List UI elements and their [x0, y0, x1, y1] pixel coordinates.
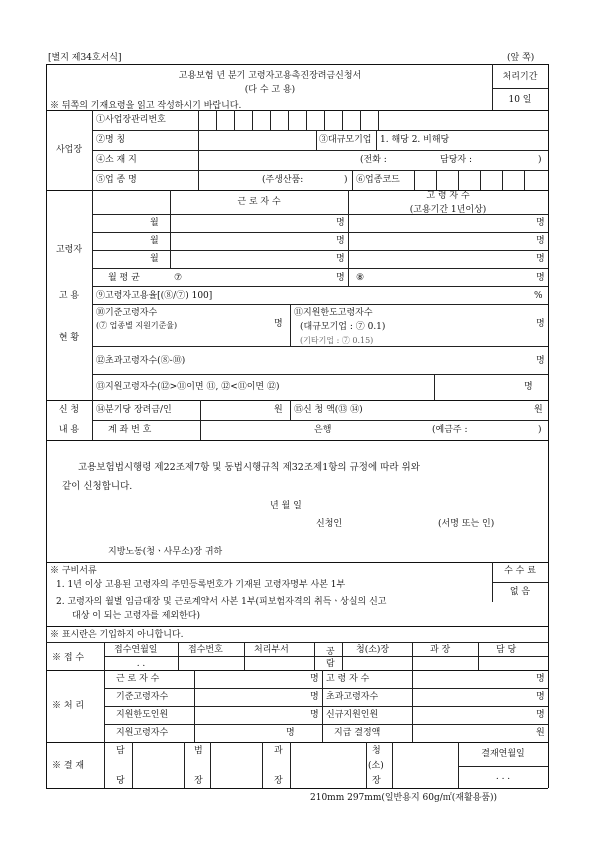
proc-new-support-label: 신규지원인원: [326, 710, 379, 720]
address-label: ④소 재 지: [96, 155, 137, 165]
rate-percent: %: [534, 291, 543, 301]
business-section: 사업장: [55, 145, 83, 155]
proc-support-label: 지원고령자수: [116, 728, 169, 738]
month-3: 월: [150, 254, 159, 264]
col-workers: 근 로 자 수: [237, 197, 281, 207]
account-label: 계 좌 번 호: [108, 425, 152, 435]
proc-limit-label: 지원한도인원: [116, 710, 169, 720]
status-section-c: 현 황: [58, 333, 80, 343]
limit-unit: 명: [536, 319, 545, 329]
receipt-no-label: 접수번호: [188, 645, 223, 655]
addressee: 지방노동(청ㆍ사무소)장 귀하: [108, 547, 223, 557]
avg-workers-no: ⑦: [174, 273, 183, 283]
proc-base-unit: 명: [310, 692, 319, 702]
claim-unit: 원: [534, 405, 543, 415]
approve-date-label: 결재연월일: [481, 749, 525, 759]
title-notice: ※ 뒤쪽의 기재요령을 읽고 작성하시기 바랍니다.: [50, 101, 242, 111]
page-side: (앞 쪽): [507, 53, 535, 63]
month-1-elderly-unit: 명: [536, 218, 545, 228]
proc-workers-unit: 명: [310, 674, 319, 684]
chief-label: 청(소)장: [356, 645, 390, 655]
quarter-amount-unit: 원: [274, 405, 283, 415]
status-section-a: 고령자: [55, 245, 83, 255]
avg-workers-unit: 명: [336, 273, 345, 283]
paper-spec: 210mm 297mm(일반용지 60g/㎡(재활용품)): [310, 793, 498, 803]
business-name-label: ②명 칭: [96, 135, 126, 145]
month-2: 월: [150, 236, 159, 246]
industry-label: ⑤업 종 명: [96, 175, 137, 185]
receipt-label: ※ 접 수: [52, 653, 85, 663]
main-product-end: ): [344, 175, 348, 185]
avg-elderly-no: ⑧: [356, 273, 365, 283]
month-2-elderly-unit: 명: [536, 236, 545, 246]
approve-section-b: 장: [274, 776, 283, 786]
rate-label: ⑨고령자고용율[(⑧/⑦) 100]: [96, 291, 213, 301]
base-count-unit: 명: [274, 319, 283, 329]
statement-body-2: 같이 신청합니다.: [62, 481, 133, 492]
base-count-label: ⑩기준고령자수: [96, 308, 158, 318]
phone-label: (전화 :: [360, 155, 387, 165]
approve-chief-a: 청: [372, 746, 381, 756]
receipt-date-label: 접수연월일: [114, 645, 158, 655]
large-company-label: ③대규모기업: [319, 135, 372, 145]
proc-excess-label: 초과고령자수: [326, 692, 379, 702]
support-label: ⑬지원고령자수(⑫>⑪이면 ⑪, ⑫<⑪이면 ⑫): [96, 382, 280, 392]
approve-label: ※ 결 재: [52, 761, 85, 771]
documents-item-2a: 2. 고령자의 월별 임금대장 및 근로계약서 사본 1부(피보험자격의 취득ㆍ상실의 신고: [56, 597, 387, 607]
proc-new-support-unit: 명: [536, 710, 545, 720]
month-3-workers-unit: 명: [336, 254, 345, 264]
limit-other: (기타기업 : ⑦ 0.15): [300, 336, 374, 345]
status-section-b: 고 용: [58, 291, 80, 301]
form-subtitle: (다 수 고 용): [244, 85, 296, 95]
proc-workers-label: 근 로 자 수: [116, 674, 160, 684]
limit-large: (대규모기업 : ⑦ 0.1): [300, 322, 386, 332]
contact-label: 담당자 :: [440, 155, 472, 165]
excess-label: ⑫초과고령자수(⑧-⑩): [96, 356, 186, 366]
month-2-workers-unit: 명: [336, 236, 345, 246]
proc-grant-unit: 원: [536, 728, 545, 738]
col-elderly-sub: (고용기간 1년이상): [409, 205, 487, 215]
form-id: [별지 제34호서식]: [48, 53, 122, 63]
month-3-elderly-unit: 명: [536, 254, 545, 264]
approve-date-value: . . .: [495, 772, 511, 782]
documents-item-2b: 대상 이 되는 고령자를 제외한다): [72, 611, 200, 621]
month-1-workers-unit: 명: [336, 218, 345, 228]
processing-value: 10 일: [508, 95, 532, 105]
documents-item-1: 1. 1년 이상 고용된 고령자의 주민등록번호가 기재된 고령자명부 사본 1부: [56, 580, 346, 590]
col-elderly: 고 령 자 수: [426, 191, 470, 201]
limit-label: ⑪지원한도고령자수: [294, 308, 373, 318]
large-company-options: 1. 해당 2. 비해당: [380, 135, 450, 145]
processing-label: 처리기간: [502, 72, 538, 82]
applicant-label: 신청인: [316, 519, 343, 529]
month-1: 월: [150, 218, 159, 228]
process-label: ※ 처 리: [52, 701, 85, 711]
staff-label: 담 당: [496, 645, 517, 655]
proc-limit-unit: 명: [310, 710, 319, 720]
approve-staff-a: 담: [116, 746, 125, 756]
approve-head-b: 장: [194, 776, 203, 786]
proc-base-label: 기준고령자수: [116, 692, 169, 702]
form-title: 고용보험 년 분기 고령자고용촉진장려금신청서: [178, 71, 362, 81]
support-unit: 명: [524, 382, 533, 392]
approve-section-a: 과: [274, 746, 283, 756]
approve-chief-c: 장: [372, 776, 381, 786]
receipt-date-value: . .: [136, 659, 146, 669]
excess-unit: 명: [536, 356, 545, 366]
apply-section-b: 내 용: [58, 425, 80, 435]
base-count-note: (⑦ 업종별 지원기준율): [96, 321, 178, 330]
proc-grant-label: 지급 결정액: [334, 728, 381, 738]
main-product-label: (주생산품:: [262, 175, 304, 185]
statement-body-1: 고용보험법시행령 제22조제7항 및 동법시행규칙 제32조제1항의 규정에 따라 위와: [78, 462, 420, 473]
proc-elderly-unit: 명: [536, 674, 545, 684]
fee-value: 없 음: [509, 587, 531, 597]
holder-label: (예금주 :: [432, 425, 468, 435]
apply-section-a: 신 청: [58, 405, 80, 415]
common-label: 공람: [326, 647, 335, 669]
industry-code-label: ⑥업종코드: [356, 175, 400, 185]
avg-elderly-unit: 명: [536, 273, 545, 283]
claim-label: ⑮신 청 액(⑬ ⑭): [294, 405, 363, 415]
statement-date: 년 월 일: [270, 501, 302, 511]
approve-staff-b: 당: [116, 776, 125, 786]
dept-label: 처리부서: [254, 645, 289, 655]
bank-label: 은행: [314, 425, 332, 435]
proc-elderly-label: 고 령 자 수: [326, 674, 370, 684]
holder-end: ): [538, 425, 542, 435]
quarter-amount-label: ⑭분기당 장려금/인: [96, 405, 172, 415]
proc-support-unit: 명: [286, 728, 295, 738]
sign-label: (서명 또는 인): [438, 519, 495, 529]
documents-label: ※ 구비서류: [50, 566, 97, 576]
approve-chief-b: (소): [368, 761, 384, 771]
avg-label: 월 평 균: [108, 273, 140, 283]
approve-head-a: 범: [194, 746, 203, 756]
section-chief-label: 과 장: [430, 645, 451, 655]
proc-excess-unit: 명: [536, 692, 545, 702]
mgmt-no-label: ①사업장관리번호: [96, 115, 166, 125]
fee-label: 수 수 료: [504, 566, 536, 576]
office-notice: ※ 표시란은 기입하지 아니합니다.: [50, 630, 184, 640]
contact-end: ): [538, 155, 542, 165]
